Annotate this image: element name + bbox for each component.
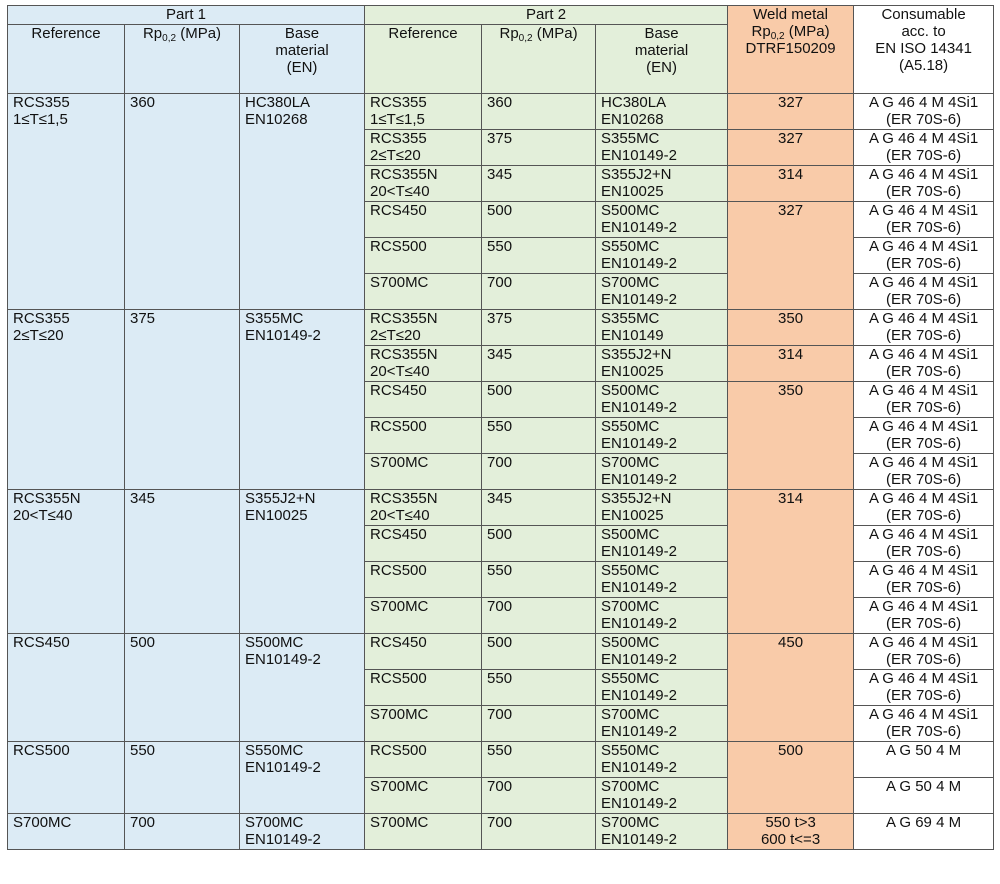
consumable: A G 46 4 M 4Si1 (ER 70S-6)	[854, 346, 994, 382]
consumable: A G 46 4 M 4Si1 (ER 70S-6)	[854, 454, 994, 490]
part1-reference: RCS500	[8, 742, 125, 814]
weld-metal-rp: 327	[728, 94, 854, 130]
part1-rp-header: $Rp_{0,2}$ (MPa)	[125, 25, 240, 94]
part2-rp: 500	[482, 202, 596, 238]
part2-reference: RCS355N 20<T≤40	[365, 490, 482, 526]
part2-rp: 550	[482, 238, 596, 274]
part2-base-material-header: Base material (EN)	[596, 25, 728, 94]
part2-rp: 700	[482, 454, 596, 490]
consumable: A G 46 4 M 4Si1 (ER 70S-6)	[854, 706, 994, 742]
part2-reference: RCS355 1≤T≤1,5	[365, 94, 482, 130]
part2-base-material: S355J2+N EN10025	[596, 346, 728, 382]
consumable: A G 46 4 M 4Si1 (ER 70S-6)	[854, 634, 994, 670]
part2-base-material: S550MC EN10149-2	[596, 670, 728, 706]
part2-reference: RCS500	[365, 670, 482, 706]
part2-base-material: S355J2+N EN10025	[596, 490, 728, 526]
part1-base-material-header: Base material (EN)	[240, 25, 365, 94]
part2-reference-header: Reference	[365, 25, 482, 94]
consumable: A G 46 4 M 4Si1 (ER 70S-6)	[854, 202, 994, 238]
consumable: A G 46 4 M 4Si1 (ER 70S-6)	[854, 310, 994, 346]
consumable: A G 46 4 M 4Si1 (ER 70S-6)	[854, 598, 994, 634]
part2-base-material: S700MC EN10149-2	[596, 598, 728, 634]
weld-metal-rp: 450	[728, 634, 854, 742]
part2-base-material: S500MC EN10149-2	[596, 526, 728, 562]
table-row	[8, 490, 994, 526]
consumable: A G 46 4 M 4Si1 (ER 70S-6)	[854, 166, 994, 202]
table-row	[8, 310, 994, 346]
weld-metal-rp: 327	[728, 202, 854, 310]
part2-base-material: S550MC EN10149-2	[596, 238, 728, 274]
part1-base-material: S355MC EN10149-2	[240, 310, 365, 490]
part2-rp: 375	[482, 310, 596, 346]
weld-metal-rp: 314	[728, 346, 854, 382]
part2-base-material: S550MC EN10149-2	[596, 562, 728, 598]
part2-reference: RCS500	[365, 742, 482, 778]
part2-rp: 700	[482, 778, 596, 814]
weld-metal-rp: 350	[728, 382, 854, 490]
part1-rp: 500	[125, 634, 240, 742]
consumable-header: Consumable acc. to EN ISO 14341 (A5.18)	[854, 6, 994, 94]
consumable: A G 46 4 M 4Si1 (ER 70S-6)	[854, 526, 994, 562]
part2-rp: 360	[482, 94, 596, 130]
consumable: A G 50 4 M	[854, 742, 994, 778]
part2-rp: 700	[482, 814, 596, 850]
part2-reference: S700MC	[365, 274, 482, 310]
part2-reference: S700MC	[365, 814, 482, 850]
part2-reference: RCS450	[365, 634, 482, 670]
table-body	[8, 94, 994, 850]
consumable: A G 46 4 M 4Si1 (ER 70S-6)	[854, 94, 994, 130]
part2-rp-header: $Rp_{0,2}$ (MPa)	[482, 25, 596, 94]
part1-base-material: S500MC EN10149-2	[240, 634, 365, 742]
part2-rp: 500	[482, 382, 596, 418]
part2-reference: RCS355N 2≤T≤20	[365, 310, 482, 346]
part2-reference: RCS450	[365, 202, 482, 238]
part2-rp: 345	[482, 166, 596, 202]
part2-reference: RCS500	[365, 418, 482, 454]
table-row	[8, 742, 994, 778]
part1-reference: S700MC	[8, 814, 125, 850]
consumable: A G 46 4 M 4Si1 (ER 70S-6)	[854, 238, 994, 274]
part1-reference: RCS355 2≤T≤20	[8, 310, 125, 490]
part2-base-material: S355MC EN10149-2	[596, 130, 728, 166]
part2-rp: 700	[482, 706, 596, 742]
part2-rp: 345	[482, 490, 596, 526]
consumable: A G 46 4 M 4Si1 (ER 70S-6)	[854, 130, 994, 166]
weld-metal-rp: 550 t>3 600 t<=3	[728, 814, 854, 850]
part1-base-material: S700MC EN10149-2	[240, 814, 365, 850]
part2-reference: RCS500	[365, 238, 482, 274]
part2-rp: 550	[482, 742, 596, 778]
part2-reference: RCS355 2≤T≤20	[365, 130, 482, 166]
part2-reference: S700MC	[365, 778, 482, 814]
part1-reference: RCS355 1≤T≤1,5	[8, 94, 125, 310]
part1-reference: RCS355N 20<T≤40	[8, 490, 125, 634]
part1-rp: 360	[125, 94, 240, 310]
part2-rp: 345	[482, 346, 596, 382]
part2-reference: RCS355N 20<T≤40	[365, 346, 482, 382]
consumable: A G 46 4 M 4Si1 (ER 70S-6)	[854, 562, 994, 598]
part1-base-material: S550MC EN10149-2	[240, 742, 365, 814]
part2-base-material: S700MC EN10149-2	[596, 274, 728, 310]
weld-compatibility-table	[7, 5, 994, 850]
part1-base-material: S355J2+N EN10025	[240, 490, 365, 634]
part1-rp: 550	[125, 742, 240, 814]
part1-rp: 375	[125, 310, 240, 490]
part2-base-material: HC380LA EN10268	[596, 94, 728, 130]
part2-reference: S700MC	[365, 598, 482, 634]
part2-rp: 375	[482, 130, 596, 166]
table-row	[8, 94, 994, 130]
part1-base-material: HC380LA EN10268	[240, 94, 365, 310]
part2-base-material: S355MC EN10149	[596, 310, 728, 346]
part2-rp: 700	[482, 598, 596, 634]
part2-rp: 550	[482, 418, 596, 454]
part2-reference: S700MC	[365, 706, 482, 742]
table-row	[8, 634, 994, 670]
part2-reference: RCS450	[365, 526, 482, 562]
part2-base-material: S700MC EN10149-2	[596, 706, 728, 742]
part2-rp: 500	[482, 526, 596, 562]
part2-base-material: S700MC EN10149-2	[596, 814, 728, 850]
part2-rp: 550	[482, 670, 596, 706]
part2-base-material: S550MC EN10149-2	[596, 742, 728, 778]
weld-metal-header: Weld metal $Rp_{0,2}$ (MPa) DTRF150209	[728, 6, 854, 94]
part2-reference: S700MC	[365, 454, 482, 490]
part2-base-material: S500MC EN10149-2	[596, 382, 728, 418]
part1-rp: 345	[125, 490, 240, 634]
weld-metal-rp: 314	[728, 166, 854, 202]
weld-metal-rp: 327	[728, 130, 854, 166]
consumable: A G 46 4 M 4Si1 (ER 70S-6)	[854, 490, 994, 526]
consumable: A G 46 4 M 4Si1 (ER 70S-6)	[854, 670, 994, 706]
table-row	[8, 814, 994, 850]
part2-rp: 500	[482, 634, 596, 670]
consumable: A G 69 4 M	[854, 814, 994, 850]
consumable: A G 46 4 M 4Si1 (ER 70S-6)	[854, 418, 994, 454]
part2-base-material: S700MC EN10149-2	[596, 454, 728, 490]
part2-header: Part 2	[365, 6, 728, 25]
weld-metal-rp: 350	[728, 310, 854, 346]
part2-reference: RCS450	[365, 382, 482, 418]
part2-rp: 550	[482, 562, 596, 598]
part2-base-material: S550MC EN10149-2	[596, 418, 728, 454]
part2-base-material: S355J2+N EN10025	[596, 166, 728, 202]
consumable: A G 46 4 M 4Si1 (ER 70S-6)	[854, 274, 994, 310]
part2-base-material: S500MC EN10149-2	[596, 634, 728, 670]
part1-reference-header: Reference	[8, 25, 125, 94]
part2-reference: RCS355N 20<T≤40	[365, 166, 482, 202]
part2-reference: RCS500	[365, 562, 482, 598]
consumable: A G 50 4 M	[854, 778, 994, 814]
part1-rp: 700	[125, 814, 240, 850]
part2-base-material: S700MC EN10149-2	[596, 778, 728, 814]
part1-header: Part 1	[8, 6, 365, 25]
part2-rp: 700	[482, 274, 596, 310]
weld-metal-rp: 314	[728, 490, 854, 634]
part2-base-material: S500MC EN10149-2	[596, 202, 728, 238]
consumable: A G 46 4 M 4Si1 (ER 70S-6)	[854, 382, 994, 418]
weld-metal-rp: 500	[728, 742, 854, 814]
part1-reference: RCS450	[8, 634, 125, 742]
